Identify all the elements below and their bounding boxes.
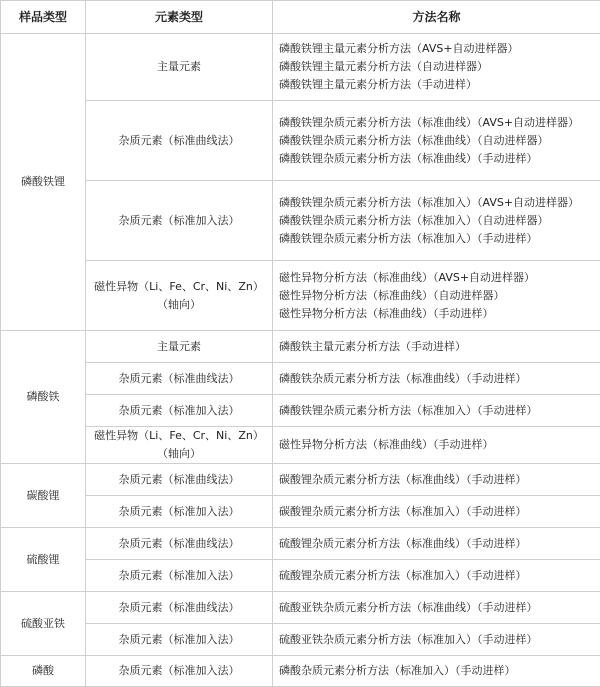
table-row <box>1 624 600 656</box>
method-name-cell <box>273 363 600 395</box>
method-line: 碳酸锂杂质元素分析方法（标准加入）（手动进样） <box>279 503 595 521</box>
element-type-cell: 磁性异物（Li、Fe、Cr、Ni、Zn）（轴向） <box>86 427 273 464</box>
element-type-cell: 杂质元素（标准加入法） <box>86 656 273 687</box>
table-row <box>1 331 600 363</box>
header-method-name: 方法名称 <box>273 1 600 34</box>
element-type-cell: 杂质元素（标准加入法） <box>86 560 273 592</box>
element-type-cell: 杂质元素（标准加入法） <box>86 181 273 261</box>
method-line: 磷酸铁锂主量元素分析方法（AVS+自动进样器） <box>279 40 595 58</box>
method-line: 磷酸铁锂杂质元素分析方法（标准加入）（手动进样） <box>279 230 595 248</box>
table-row <box>1 496 600 528</box>
method-name-cell <box>273 624 600 656</box>
method-line: 磷酸铁锂杂质元素分析方法（标准曲线）（自动进样器） <box>279 132 595 150</box>
table-body <box>1 34 600 687</box>
method-line: 磷酸铁锂杂质元素分析方法（标准加入）（AVS+自动进样器） <box>279 194 595 212</box>
method-line: 碳酸锂杂质元素分析方法（标准曲线）（手动进样） <box>279 471 595 489</box>
method-line: 磷酸铁锂杂质元素分析方法（标准曲线）（手动进样） <box>279 150 595 168</box>
method-name-cell <box>273 464 600 496</box>
method-line: 磷酸铁杂质元素分析方法（标准曲线）（手动进样） <box>279 370 595 388</box>
table-row <box>1 560 600 592</box>
method-name-cell <box>273 101 600 181</box>
table-row <box>1 427 600 464</box>
method-line: 磷酸铁锂杂质元素分析方法（标准曲线）（AVS+自动进样器） <box>279 114 595 132</box>
method-line: 硫酸亚铁杂质元素分析方法（标准加入）（手动进样） <box>279 631 595 649</box>
sample-type-cell: 磷酸 <box>1 656 86 687</box>
method-name-cell <box>273 261 600 331</box>
method-name-cell <box>273 528 600 560</box>
element-type-cell: 杂质元素（标准加入法） <box>86 395 273 427</box>
method-name-cell <box>273 395 600 427</box>
method-name-cell <box>273 496 600 528</box>
header-sample-type: 样品类型 <box>1 1 86 34</box>
sample-type-cell: 碳酸锂 <box>1 464 86 528</box>
method-line: 磷酸铁锂杂质元素分析方法（标准加入）（手动进样） <box>279 402 595 420</box>
element-type-cell: 杂质元素（标准加入法） <box>86 624 273 656</box>
method-name-cell <box>273 34 600 101</box>
element-type-cell: 杂质元素（标准曲线法） <box>86 101 273 181</box>
method-name-cell <box>273 656 600 687</box>
sample-type-cell: 磷酸铁 <box>1 331 86 464</box>
method-line: 硫酸锂杂质元素分析方法（标准曲线）（手动进样） <box>279 535 595 553</box>
method-line: 磁性异物分析方法（标准曲线）（手动进样） <box>279 305 595 323</box>
element-type-cell: 杂质元素（标准曲线法） <box>86 464 273 496</box>
table-row <box>1 656 600 687</box>
element-type-cell: 杂质元素（标准加入法） <box>86 496 273 528</box>
element-type-cell: 主量元素 <box>86 34 273 101</box>
method-name-cell <box>273 560 600 592</box>
method-line: 硫酸锂杂质元素分析方法（标准加入）（手动进样） <box>279 567 595 585</box>
method-line: 磁性异物分析方法（标准曲线）（AVS+自动进样器） <box>279 269 595 287</box>
table-row <box>1 592 600 624</box>
table-row <box>1 261 600 331</box>
element-type-cell: 磁性异物（Li、Fe、Cr、Ni、Zn）（轴向） <box>86 261 273 331</box>
sample-type-cell: 磷酸铁锂 <box>1 34 86 331</box>
element-type-cell: 主量元素 <box>86 331 273 363</box>
method-line: 磷酸铁锂杂质元素分析方法（标准加入）（自动进样器） <box>279 212 595 230</box>
table-row <box>1 34 600 101</box>
table-row <box>1 395 600 427</box>
method-line: 磷酸铁锂主量元素分析方法（自动进样器） <box>279 58 595 76</box>
method-line: 硫酸亚铁杂质元素分析方法（标准曲线）（手动进样） <box>279 599 595 617</box>
element-type-cell: 杂质元素（标准曲线法） <box>86 363 273 395</box>
element-type-cell: 杂质元素（标准曲线法） <box>86 528 273 560</box>
method-name-cell <box>273 427 600 464</box>
table-row <box>1 181 600 261</box>
sample-type-cell: 硫酸锂 <box>1 528 86 592</box>
header-row <box>1 1 600 34</box>
table-row <box>1 464 600 496</box>
table-row <box>1 363 600 395</box>
method-line: 磷酸铁锂主量元素分析方法（手动进样） <box>279 76 595 94</box>
header-element-type: 元素类型 <box>86 1 273 34</box>
method-name-cell <box>273 331 600 363</box>
method-name-cell <box>273 592 600 624</box>
method-line: 磷酸铁主量元素分析方法（手动进样） <box>279 338 595 356</box>
method-line: 磁性异物分析方法（标准曲线）（自动进样器） <box>279 287 595 305</box>
sample-type-cell: 硫酸亚铁 <box>1 592 86 656</box>
method-line: 磷酸杂质元素分析方法（标准加入）（手动进样） <box>279 662 595 680</box>
table-row <box>1 101 600 181</box>
table-row <box>1 528 600 560</box>
method-name-cell <box>273 181 600 261</box>
method-line: 磁性异物分析方法（标准曲线）（手动进样） <box>279 436 595 454</box>
element-type-cell: 杂质元素（标准曲线法） <box>86 592 273 624</box>
